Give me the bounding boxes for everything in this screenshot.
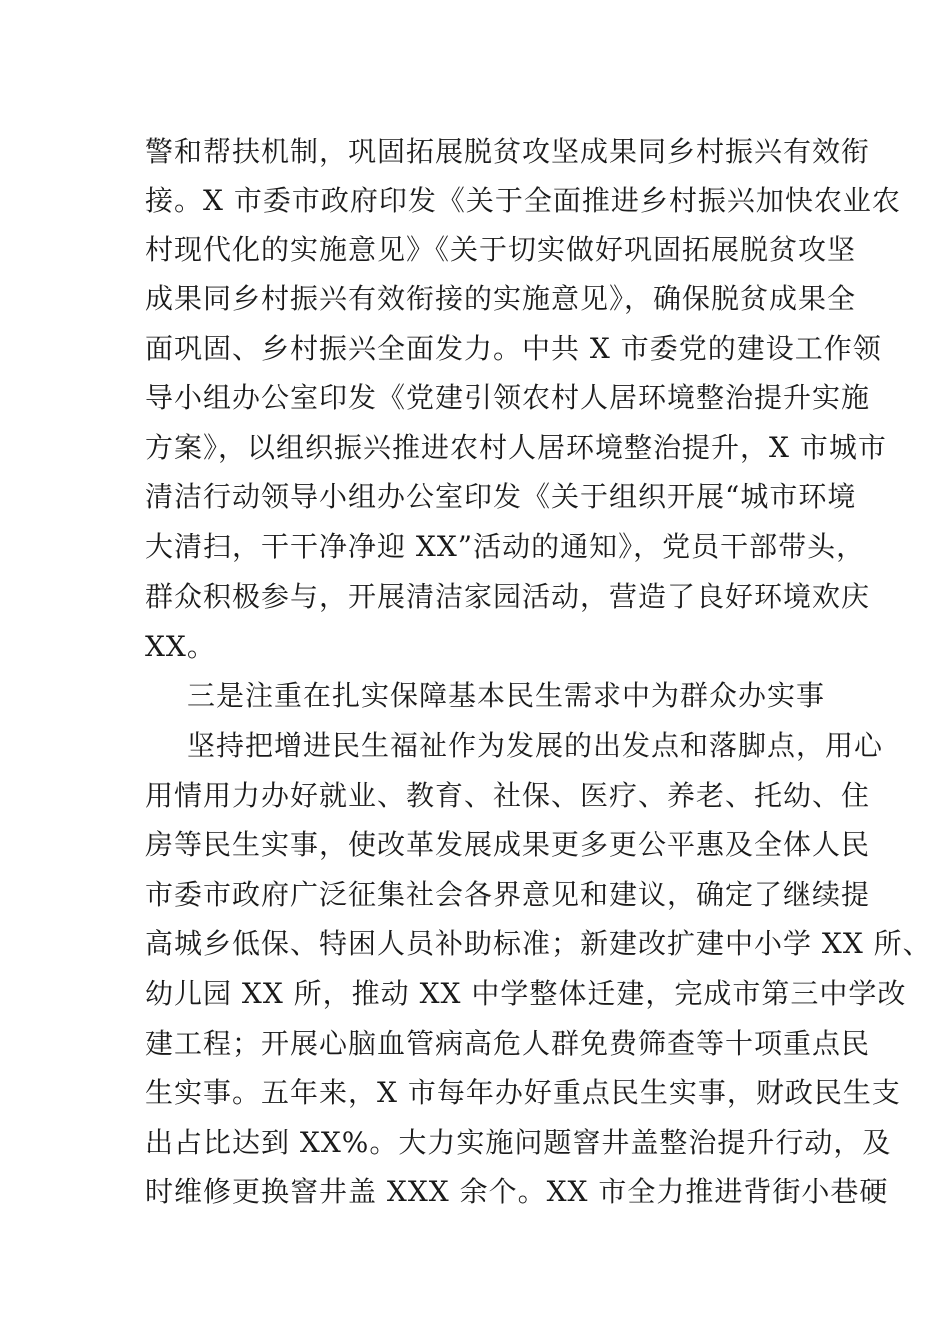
section-heading: 三是注重在扎实保障基本民生需求中为群众办实事 [187,679,826,712]
text-line: 群众积极参与，开展清洁家园活动，营造了良好环境欢庆 [145,580,871,613]
text-line: 房等民生实事，使改革发展成果更多更公平惠及全体人民 [145,828,871,861]
text-line: 出占比达到 XX%。大力实施问题窨井盖整治提升行动，及 [145,1126,892,1159]
text-line: 建工程；开展心脑血管病高危人群免费筛查等十项重点民 [145,1027,871,1060]
text-line: 村现代化的实施意见》《关于切实做好巩固拓展脱贫攻坚 [145,233,857,266]
text-line: 清洁行动领导小组办公室印发《关于组织开展“城市环境 [145,480,857,513]
text-line: 用情用力办好就业、教育、社保、医疗、养老、托幼、住 [145,779,871,812]
text-line: 时维修更换窨井盖 XXX 余个。XX 市全力推进背街小巷硬 [145,1175,889,1208]
text-line: 大清扫，干干净净迎 XX”活动的通知》，党员干部带头， [145,530,866,563]
text-line: XX。 [145,630,216,663]
text-line: 方案》，以组织振兴推进农村人居环境整治提升，X 市城市 [145,431,887,464]
text-line: 坚持把增进民生福祉作为发展的出发点和落脚点，用心 [187,729,884,762]
text-line: 警和帮扶机制，巩固拓展脱贫攻坚成果同乡村振兴有效衔 [145,135,871,168]
text-line: 接。X 市委市政府印发《关于全面推进乡村振兴加快农业农 [145,184,901,217]
text-line: 成果同乡村振兴有效衔接的实施意见》，确保脱贫成果全 [145,282,857,315]
text-line: 高城乡低保、特困人员补助标准；新建改扩建中小学 XX 所、 [145,927,932,960]
text-line: 导小组办公室印发《党建引领农村人居环境整治提升实施 [145,381,871,414]
text-line: 面巩固、乡村振兴全面发力。中共 X 市委党的建设工作领 [145,332,882,365]
text-line: 幼儿园 XX 所，推动 XX 中学整体迁建，完成市第三中学改 [145,977,907,1010]
text-line: 生实事。五年来，X 市每年办好重点民生实事，财政民生支 [145,1076,901,1109]
text-line: 市委市政府广泛征集社会各界意见和建议，确定了继续提 [145,878,871,911]
